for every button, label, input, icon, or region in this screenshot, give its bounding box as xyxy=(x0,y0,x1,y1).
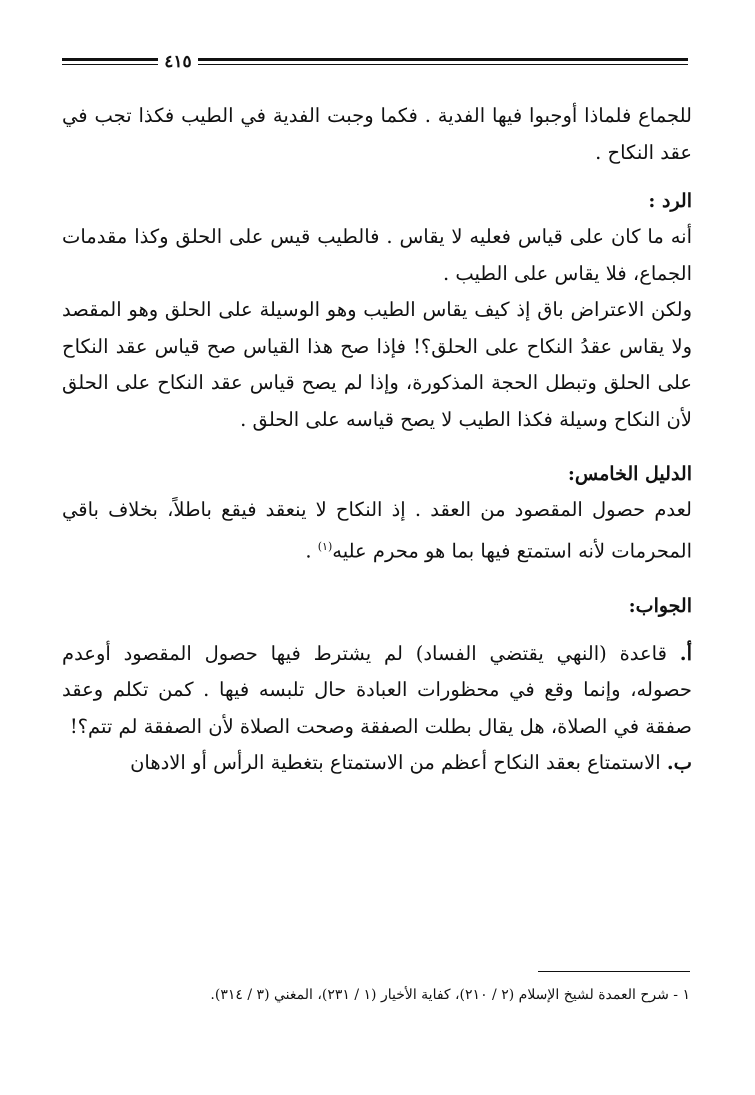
item-a-marker: أ. xyxy=(679,641,692,665)
answer-item-a xyxy=(62,636,692,746)
item-b-marker: ب. xyxy=(666,751,692,774)
paragraph-4 xyxy=(62,492,692,570)
page-header xyxy=(62,52,688,76)
paragraph-4-text: لعدم حصول المقصود من العقد . إذ النكاح لا ينعقد فيقع باطلاً، بخلاف باقي المحرمات لأنه استمتع فيها بما هو محرم عليه xyxy=(62,498,692,562)
header-rule-right xyxy=(198,58,688,65)
footnote: ١ - شرح العمدة لشيخ الإسلام (٢ / ٢١٠)، كفاية الأخيار (١ / ٢٣١)، المغني (٣ / ٣١٤). xyxy=(210,987,690,1003)
heading-fifth-evidence: الدليل الخامس: xyxy=(567,463,692,485)
header-rule-left xyxy=(62,58,158,65)
page-number: ٤١٥ xyxy=(164,52,192,72)
heading-answer: الجواب: xyxy=(628,594,692,617)
page-body xyxy=(62,98,692,782)
answer-item-b xyxy=(62,745,692,782)
item-a-text: قاعدة (النهي يقتضي الفساد) لم يشترط فيها حصول المقصود أوعدم حصوله، وإنما وقع في محظورات العبادة حال تلبسه فيها . كمن تكلم وعقد صفقة في الصلاة، هل يقال بطلت الصفقة وصحت الصلاة لأن الصفقة لم تتم؟! xyxy=(62,641,692,738)
paragraph-3: ولكن الاعتراض باق إذ كيف يقاس الطيب وهو الوسيلة على الحلق وهو المقصد ولا يقاس عقدُ النكاح على الحلق؟! فإذا صح هذا القياس صح قياس عقد النكاح على الحلق وتبطل الحجة المذكورة، وإذا لم يصح قياس عقد النكاح على الحلق لأن النكاح وسيلة فكذا الطيب لا يصح قياسه على الحلق . xyxy=(62,298,693,431)
heading-reply: الرد : xyxy=(648,190,692,212)
footnote-divider xyxy=(538,971,690,972)
paragraph-4-end: . xyxy=(305,539,318,562)
item-b-text: الاستمتاع بعقد النكاح أعظم من الاستمتاع بتغطية الرأس أو الادهان xyxy=(130,751,667,774)
paragraph-1: للجماع فلماذا أوجبوا فيها الفدية . فكما وجبت الفدية في الطيب فكذا تجب في عقد النكاح . xyxy=(62,104,692,164)
paragraph-2: أنه ما كان على قياس فعليه لا يقاس . فالطيب قيس على الحلق وكذا مقدمات الجماع، فلا يقاس على الطيب . xyxy=(62,225,692,285)
footnote-ref: (١) xyxy=(317,539,333,553)
